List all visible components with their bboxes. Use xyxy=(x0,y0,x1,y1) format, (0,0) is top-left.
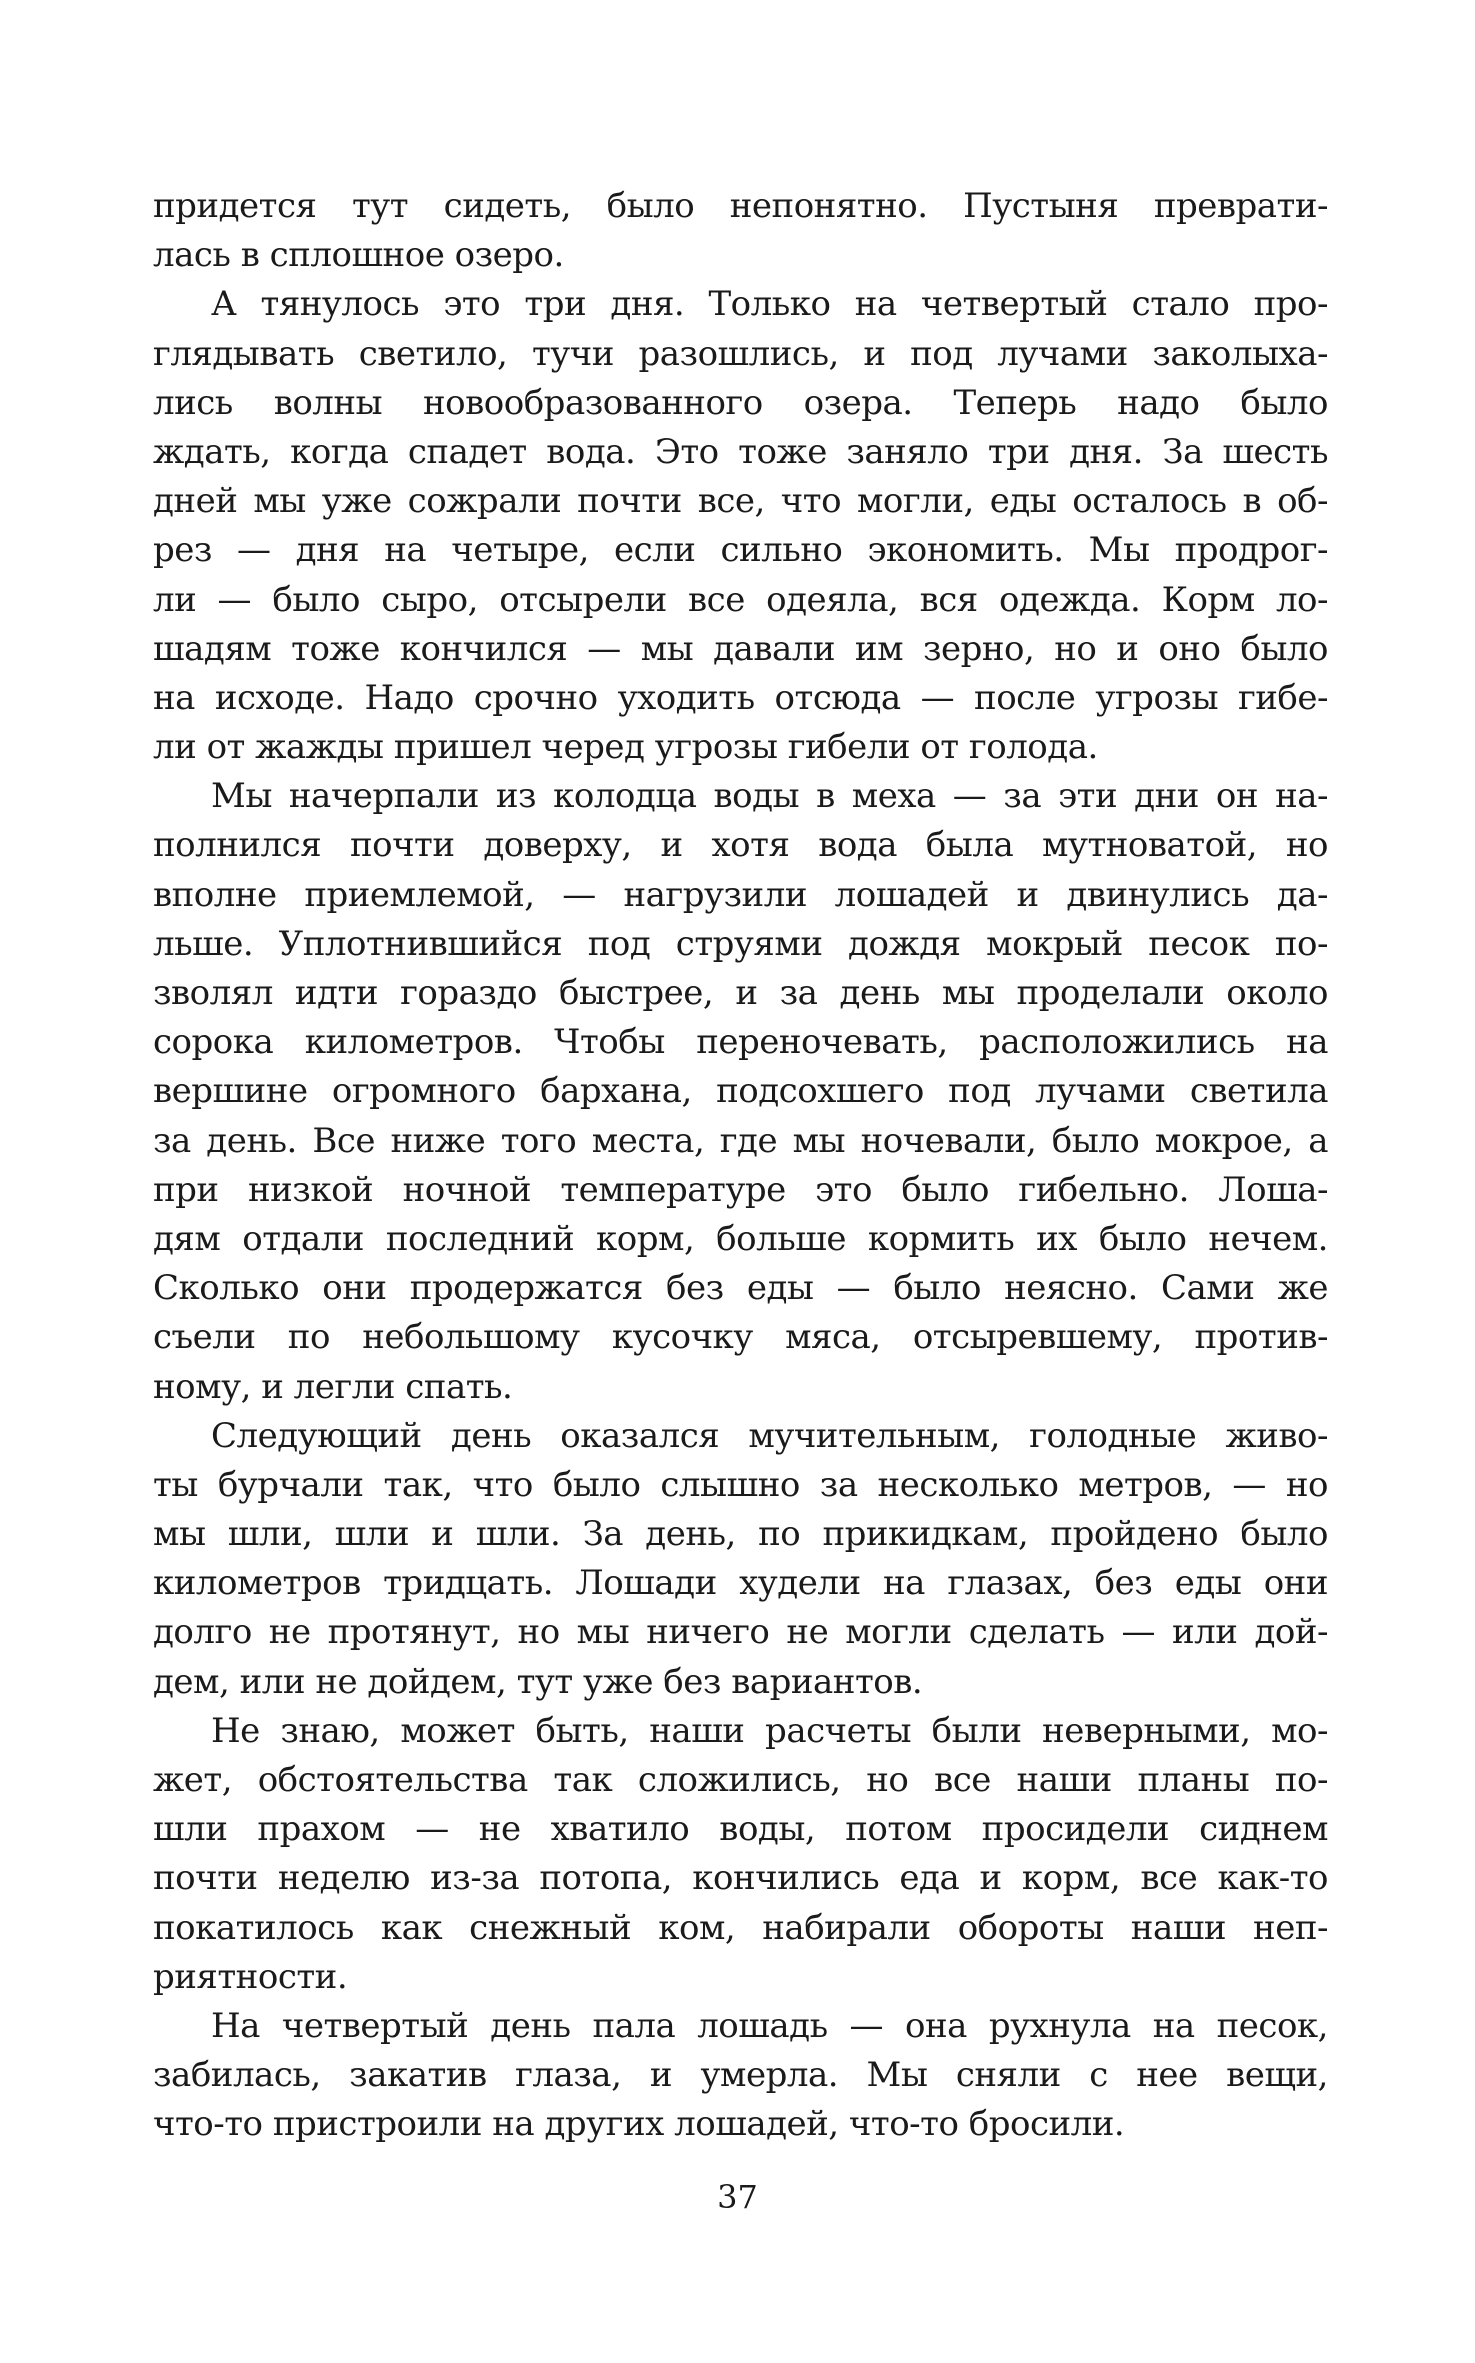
text-line: вершине огромного бархана, подсохшего под лучами светила xyxy=(153,1071,1328,1112)
text-line: шли прахом — не хватило воды, потом просидели сиднем xyxy=(153,1809,1328,1850)
text-line: ному, и легли спать. xyxy=(153,1366,513,1407)
text-line: что-то пристроили на других лошадей, что-то бросили. xyxy=(153,2104,1125,2145)
text-line: рез — дня на четыре, если сильно экономить. Мы продрог- xyxy=(153,530,1328,571)
text-line: дней мы уже сожрали почти все, что могли, еды осталось в об- xyxy=(153,481,1328,522)
text-line: А тянулось это три дня. Только на четвертый стало про- xyxy=(211,284,1328,325)
text-line: лись волны новообразованного озера. Теперь надо было xyxy=(153,382,1328,423)
paragraph xyxy=(153,182,1328,280)
text-line: вполне приемлемой, — нагрузили лошадей и двинулись да- xyxy=(153,874,1328,915)
paragraph xyxy=(153,2002,1328,2150)
text-line: полнился почти доверху, и хотя вода была мутноватой, но xyxy=(153,825,1328,866)
text-line: Не знаю, может быть, наши расчеты были неверными, мо- xyxy=(211,1710,1328,1751)
text-line: сорока километров. Чтобы переночевать, расположились на xyxy=(153,1022,1328,1063)
text-line: Сколько они продержатся без еды — было неясно. Сами же xyxy=(153,1268,1328,1309)
paragraph xyxy=(153,772,1328,1411)
text-line: долго не протянут, но мы ничего не могли сделать — или дой- xyxy=(153,1612,1328,1653)
paragraph xyxy=(153,1707,1328,2002)
text-line: зволял идти гораздо быстрее, и за день мы проделали около xyxy=(153,973,1328,1013)
text-line: почти неделю из-за потопа, кончились еда и корм, все как-то xyxy=(153,1858,1328,1899)
text-line: шадям тоже кончился — мы давали им зерно, но и оно было xyxy=(153,628,1328,669)
text-line: придется тут сидеть, было непонятно. Пустыня преврати- xyxy=(153,186,1328,226)
text-line: льше. Уплотнившийся под струями дождя мокрый песок по- xyxy=(153,923,1328,964)
paragraph xyxy=(153,1412,1328,1707)
text-line: дем, или не дойдем, тут уже без вариантов. xyxy=(153,1661,923,1702)
text-line: Мы начерпали из колодца воды в меха — за эти дни он на- xyxy=(211,776,1328,817)
body-text xyxy=(153,182,1328,2150)
page-number: 37 xyxy=(717,2178,758,2216)
text-line: на исходе. Надо срочно уходить отсюда — после угрозы гибе- xyxy=(153,677,1328,718)
text-line: ли от жажды пришел черед угрозы гибели от голода. xyxy=(153,727,1098,768)
text-line: ждать, когда спадет вода. Это тоже заняло три дня. За шесть xyxy=(153,431,1328,472)
text-line: глядывать светило, тучи разошлись, и под лучами заколыха- xyxy=(153,333,1328,374)
text-line: дям отдали последний корм, больше кормить их было нечем. xyxy=(153,1218,1328,1259)
text-line: покатилось как снежный ком, набирали обороты наши неп- xyxy=(153,1907,1328,1948)
text-line: забилась, закатив глаза, и умерла. Мы сняли с нее вещи, xyxy=(153,2055,1328,2096)
text-line: за день. Все ниже того места, где мы ночевали, было мокрое, а xyxy=(153,1120,1328,1161)
text-line: ли — было сыро, отсырели все одеяла, вся одежда. Корм ло- xyxy=(153,579,1328,620)
text-line: лась в сплошное озеро. xyxy=(153,235,564,276)
text-line: жет, обстоятельства так сложились, но все наши планы по- xyxy=(153,1760,1328,1800)
text-line: километров тридцать. Лошади худели на глазах, без еды они xyxy=(153,1563,1328,1604)
paragraph xyxy=(153,280,1328,772)
text-line: мы шли, шли и шли. За день, по прикидкам, пройдено было xyxy=(153,1514,1328,1555)
text-line: На четвертый день пала лошадь — она рухнула на песок, xyxy=(211,2005,1328,2046)
text-line: риятности. xyxy=(153,1956,348,1997)
text-line: Следующий день оказался мучительным, голодные живо- xyxy=(211,1415,1328,1456)
text-line: съели по небольшому кусочку мяса, отсыревшему, против- xyxy=(153,1317,1328,1358)
text-line: при низкой ночной температуре это было гибельно. Лоша- xyxy=(153,1169,1328,1210)
text-line: ты бурчали так, что было слышно за несколько метров, — но xyxy=(153,1464,1328,1505)
